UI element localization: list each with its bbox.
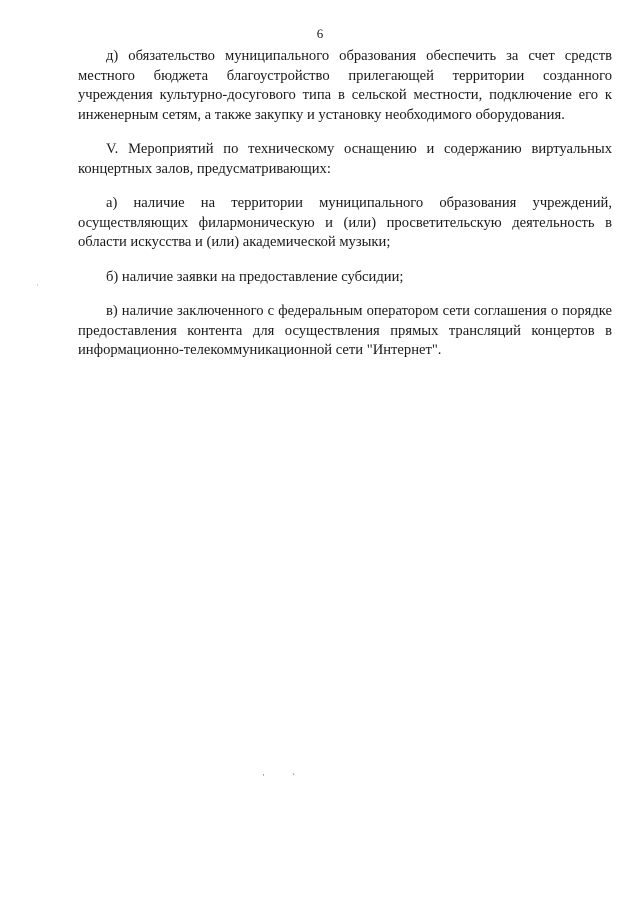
page-number: 6 xyxy=(316,26,324,41)
paragraph-a-institutions: а) наличие на территории муниципального образования учреждений, осуществляющих филармоническую и (или) просветительскую деятельность в области искусства и (или) академической музыки; xyxy=(78,195,612,250)
paragraph-b-subsidy-application: б) наличие заявки на предоставление субсидии; xyxy=(106,268,404,285)
scan-artifact-mark: · xyxy=(262,770,265,780)
document-body xyxy=(78,47,612,376)
scan-artifact-mark: ` xyxy=(292,772,295,782)
scan-artifact-mark: · xyxy=(36,280,39,290)
paragraph-v-agreement: в) наличие заключенного с федеральным оператором сети соглашения о порядке предоставления контента для осуществления прямых трансляций концертов в информационно-телекоммуникационной сети "Интернет". xyxy=(78,303,612,358)
paragraph-v-virtual-concert-halls: V. Мероприятий по техническому оснащению и содержанию виртуальных концертных залов, предусматривающих: xyxy=(78,141,612,177)
paragraph-d-budget-obligation: д) обязательство муниципального образования обеспечить за счет средств местного бюджета благоустройство прилегающей территории созданного учреждения культурно-досугового типа в сельской местности, подключение его к инженерным сетям, а также закупку и установку необходимого оборудования. xyxy=(78,48,612,123)
